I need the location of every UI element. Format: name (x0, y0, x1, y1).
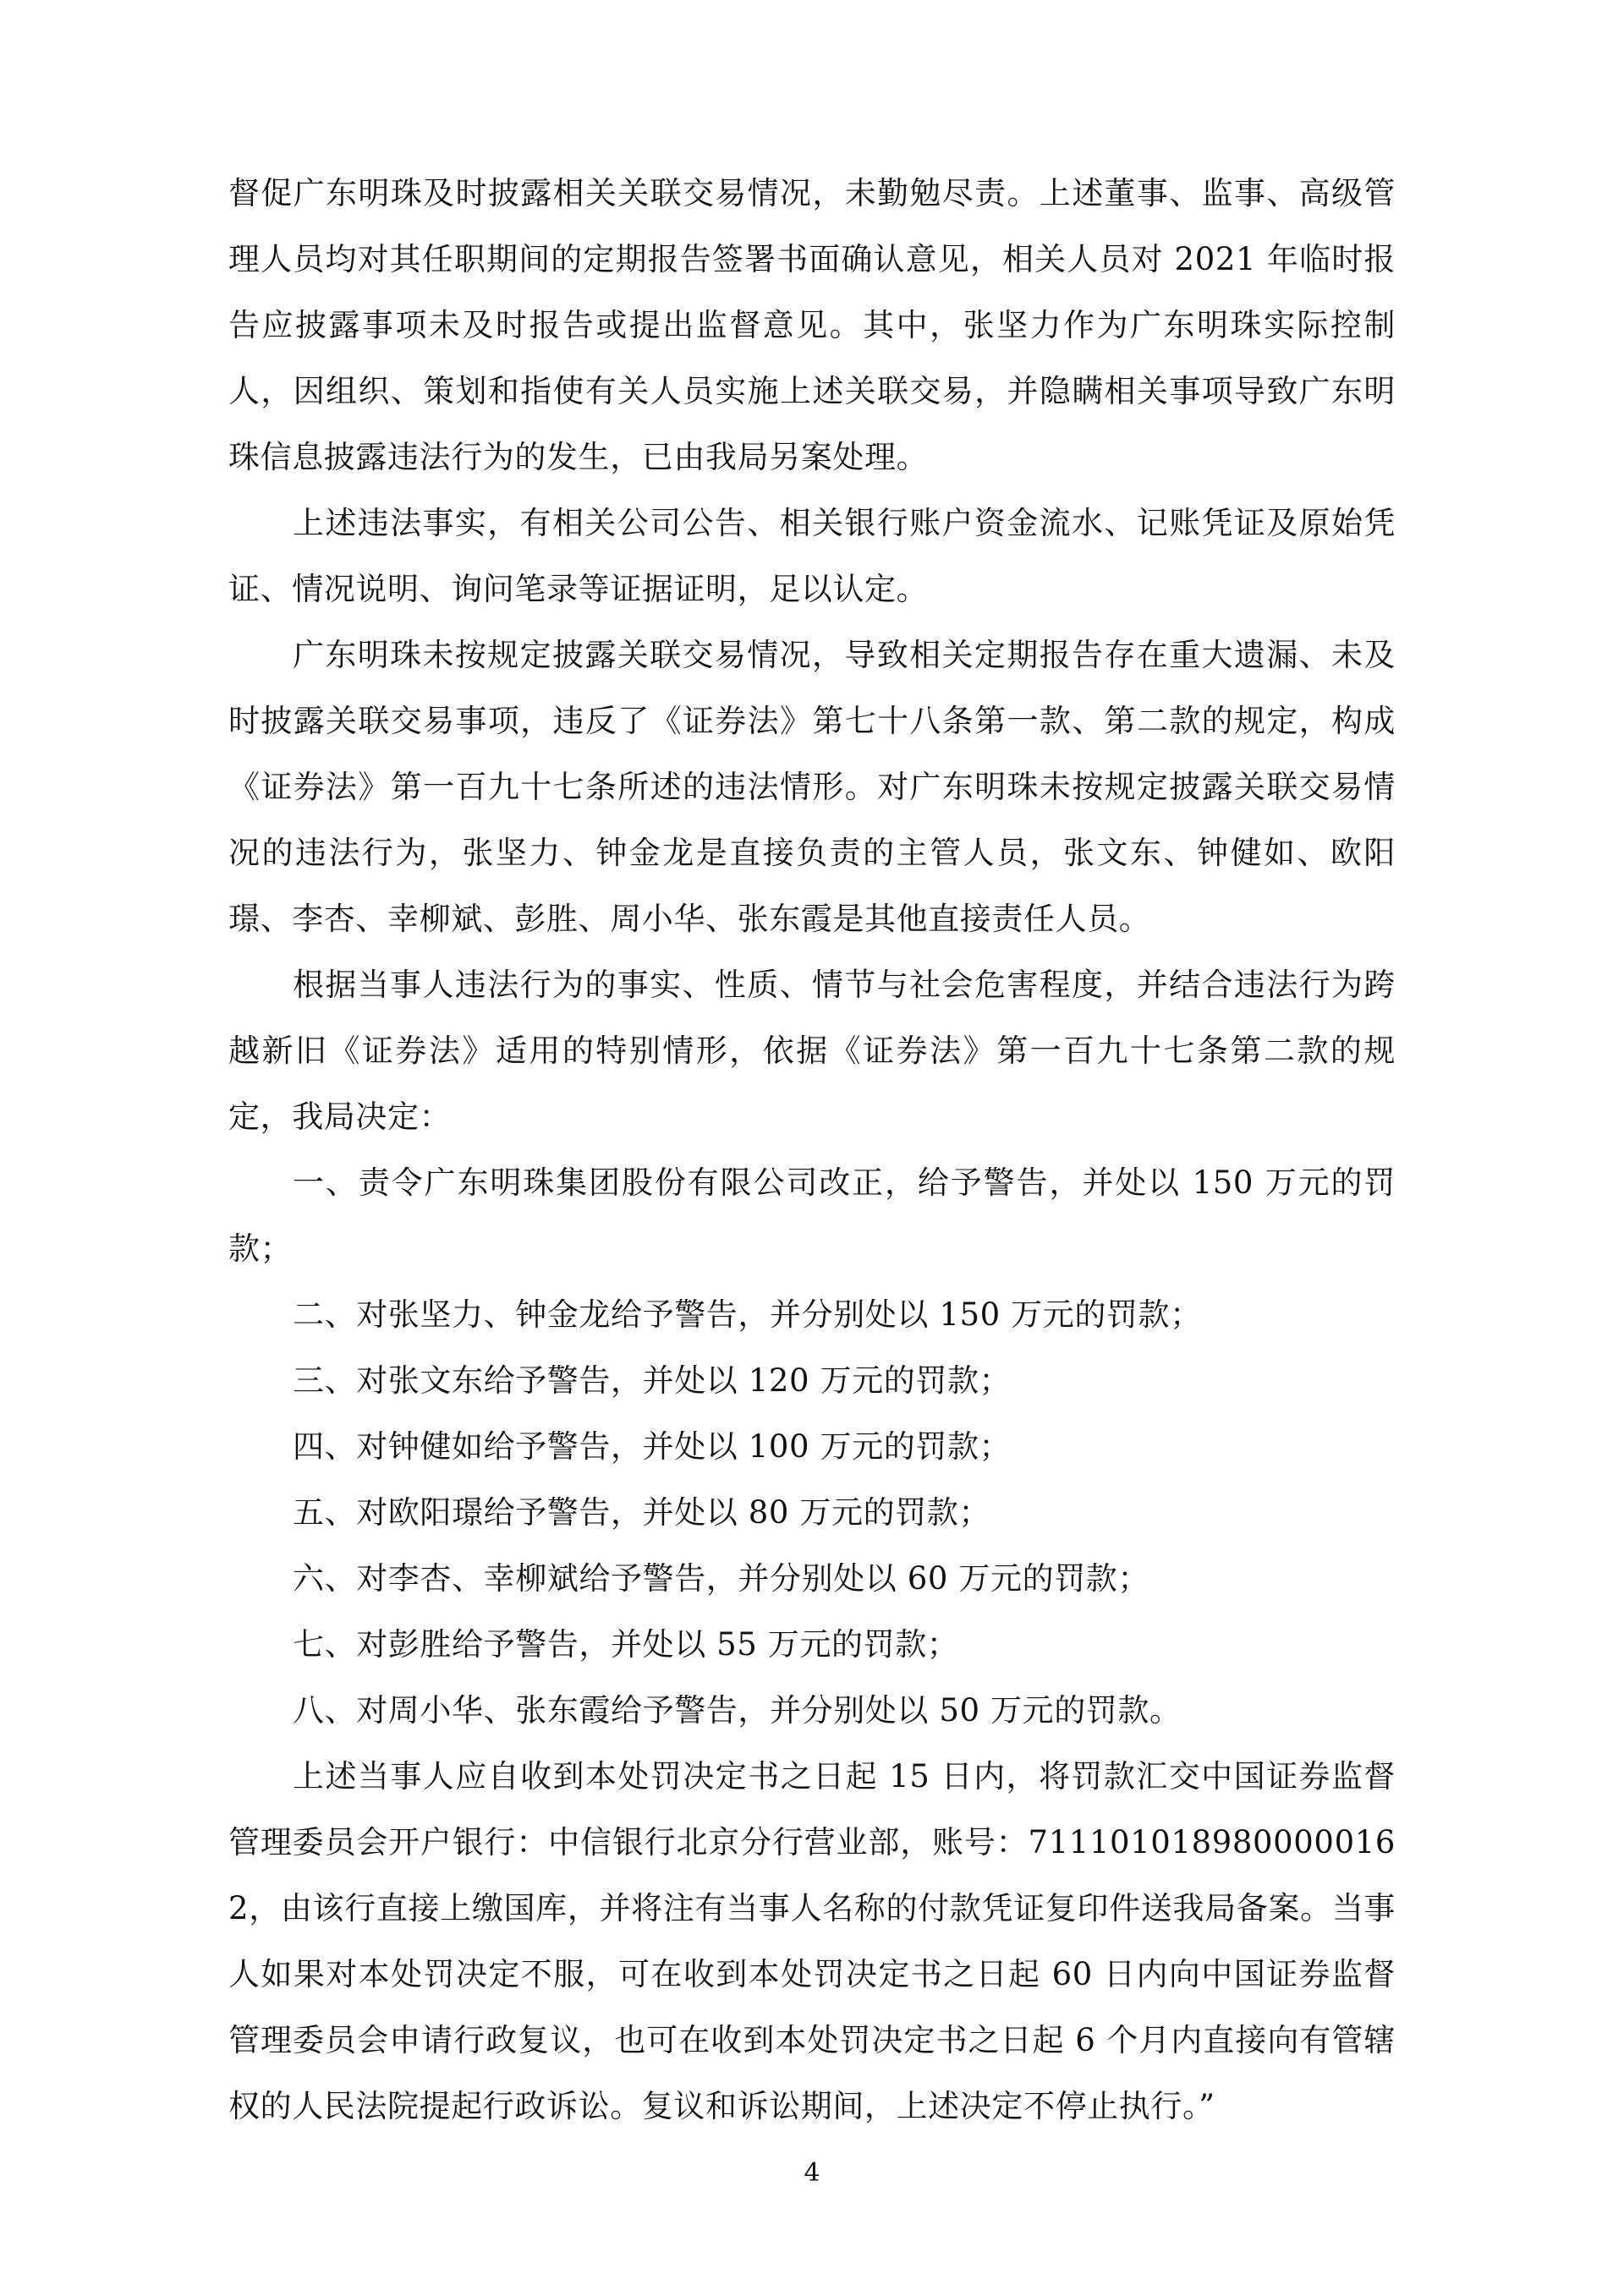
paragraph-violation-findings: 广东明珠未按规定披露关联交易情况，导致相关定期报告存在重大遗漏、未及时披露关联交易事项，违反了《证券法》第七十八条第一款、第二款的规定，构成《证券法》第一百九十七条所述的违法情形。对广东明珠未按规定披露关联交易情况的违法行为，张坚力、钟金龙是直接负责的主管人员，张文东、钟健如、欧阳璟、李杏、幸柳斌、彭胜、周小华、张东霞是其他直接责任人员。 (228, 637, 1396, 937)
paragraph-decision-basis: 根据当事人违法行为的事实、性质、情节与社会危害程度，并结合违法行为跨越新旧《证券法》适用的特别情形，依据《证券法》第一百九十七条第二款的规定，我局决定： (228, 967, 1396, 1135)
decision-item-7: 七、对彭胜给予警告，并处以 55 万元的罚款； (293, 1626, 959, 1663)
document-body (228, 161, 1396, 2140)
decision-item-2: 二、对张坚力、钟金龙给予警告，并分别处以 150 万元的罚款； (293, 1296, 1202, 1333)
decision-item-6: 六、对李杏、幸柳斌给予警告，并分别处以 60 万元的罚款； (293, 1560, 1150, 1597)
decision-item-8: 八、对周小华、张东霞给予警告，并分别处以 50 万元的罚款。 (293, 1692, 1182, 1729)
decision-item-4: 四、对钟健如给予警告，并处以 100 万元的罚款； (293, 1428, 1012, 1465)
page-number: 4 (804, 2158, 820, 2188)
decision-item-1: 一、责令广东明珠集团股份有限公司改正，给予警告，并处以 150 万元的罚款； (228, 1164, 1396, 1267)
paragraph-payment-and-appeal: 上述当事人应自收到本处罚决定书之日起 15 日内，将罚款汇交中国证券监督管理委员会开户银行：中信银行北京分行营业部，账号：7111010189800000162，由该行直接上缴国库，并将注有当事人名称的付款凭证复印件送我局备案。当事人如果对本处罚决定不服，可在收到本处罚决定书之日起 60 日内向中国证券监督管理委员会申请行政复议，也可在收到本处罚决定书之日起 6 个月内直接向有管辖权的人民法院提起行政诉讼。复议和诉讼期间，上述决定不停止执行。” (228, 1758, 1396, 2124)
decision-item-3: 三、对张文东给予警告，并处以 120 万元的罚款； (293, 1362, 1012, 1399)
decision-item-5: 五、对欧阳璟给予警告，并处以 80 万元的罚款； (293, 1494, 991, 1531)
paragraph-evidence: 上述违法事实，有相关公司公告、相关银行账户资金流水、记账凭证及原始凭证、情况说明、询问笔录等证据证明，足以认定。 (228, 505, 1396, 607)
paragraph-continuation: 督促广东明珠及时披露相关关联交易情况，未勤勉尽责。上述董事、监事、高级管理人员均对其任职期间的定期报告签署书面确认意见，相关人员对 2021 年临时报告应披露事项未及时报告或提出监督意见。其中，张坚力作为广东明珠实际控制人，因组织、策划和指使有关人员实施上述关联交易，并隐瞒相关事项导致广东明珠信息披露违法行为的发生，已由我局另案处理。 (228, 175, 1396, 475)
